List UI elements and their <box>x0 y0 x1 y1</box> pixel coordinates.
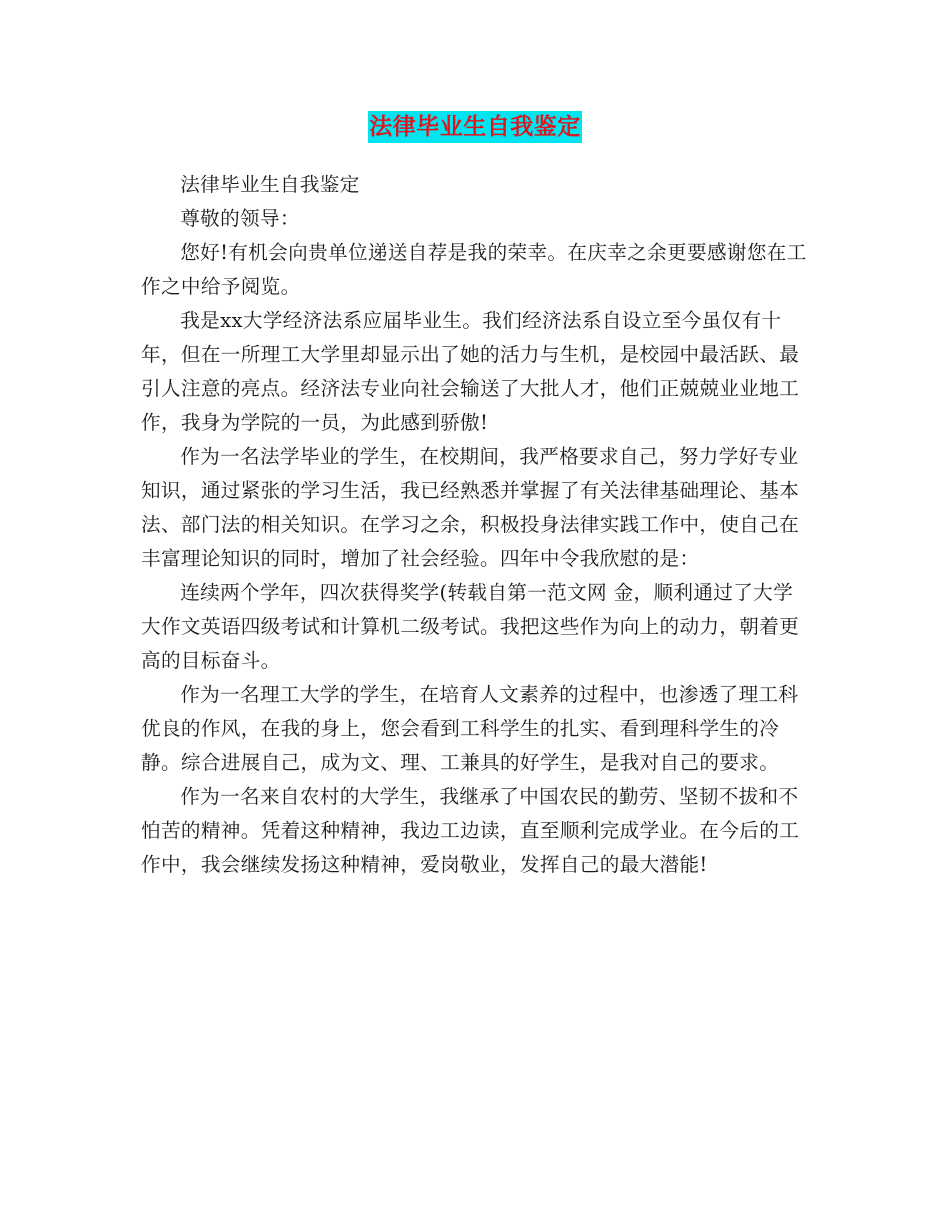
paragraph-introduction: 我是xx大学经济法系应届毕业生。我们经济法系自设立至今虽仅有十年，但在一所理工大学里却显示出了她的活力与生机，是校园中最活跃、最引人注意的亮点。经济法专业向社会输送了大批人才，他们正兢兢业业地工作，我身为学院的一员，为此感到骄傲! <box>141 309 800 434</box>
paragraph-character: 作为一名理工大学的学生，在培育人文素养的过程中，也渗透了理工科优良的作风，在我的身上，您会看到工科学生的扎实、看到理科学生的冷静。综合进展自己，成为文、理、工兼具的好学生，是我对自己的要求。 <box>141 683 799 774</box>
paragraph-greeting: 您好!有机会向贵单位递送自荐是我的荣幸。在庆幸之余更要感谢您在工作之中给予阅览。 <box>141 241 807 298</box>
paragraph-studies: 作为一名法学毕业的学生，在校期间，我严格要求自己，努力学好专业知识，通过紧张的学习生活，我已经熟悉并掌握了有关法律基础理论、基本法、部门法的相关知识。在学习之余，积极投身法律实践工作中，使自己在丰富理论知识的同时，增加了社会经验。四年中令我欣慰的是： <box>141 445 800 570</box>
paragraph-heading: 法律毕业生自我鉴定 <box>180 173 360 196</box>
paragraph-background: 作为一名来自农村的大学生，我继承了中国农民的勤劳、坚韧不拔和不怕苦的精神。凭着这种精神，我边工边读，直至顺利完成学业。在今后的工作中，我会继续发扬这种精神，爱岗敬业，发挥自己的最大潜能! <box>141 785 800 876</box>
paragraph-achievements: 连续两个学年，四次获得奖学(转载自第一范文网 金，顺利通过了大学大作文英语四级考试和计算机二级考试。我把这些作为向上的动力，朝着更高的目标奋斗。 <box>141 581 800 672</box>
document-body <box>141 168 809 882</box>
title-container <box>0 111 950 143</box>
paragraph-salutation: 尊敬的领导： <box>180 207 300 230</box>
document-title: 法律毕业生自我鉴定 <box>368 111 582 143</box>
